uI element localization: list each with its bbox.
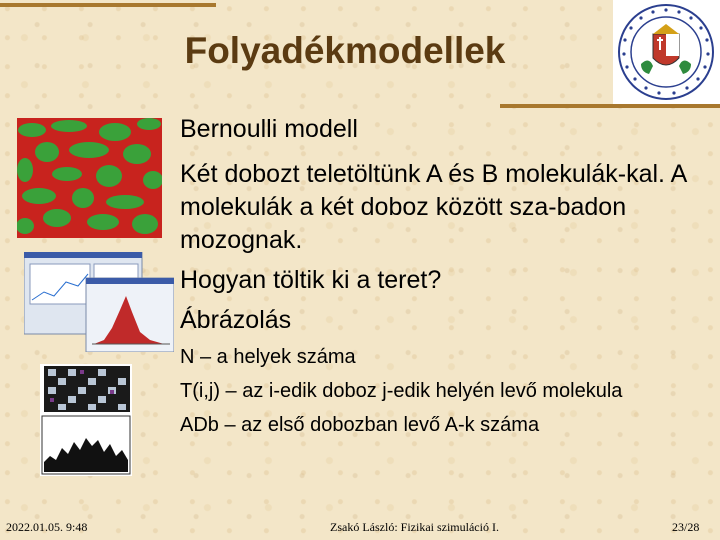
footer-author: Zsakó László: Fizikai szimuláció I. [330, 520, 499, 534]
sub-bullet-t: T(i,j) – az i-edik doboz j-edik helyén levő molekula [180, 380, 623, 402]
red-green-pattern-image [17, 118, 162, 238]
grid-and-histogram-image [40, 364, 132, 476]
simulation-window-screenshot [24, 252, 174, 352]
bullet-bernoulli-model: Bernoulli modell [180, 115, 358, 143]
university-seal-logo [613, 0, 720, 104]
slide-title: Folyadékmodellek [184, 30, 506, 71]
sub-bullet-adb: ADb – az első dobozban levő A-k száma [180, 414, 540, 436]
footer-date: 2022.01.05. 9:48 [6, 520, 88, 534]
bullet-description: Két dobozt teletöltünk A és B molekulák-kal. A molekulák a két doboz között sza-badon mozognak. [180, 160, 686, 254]
footer-page-number: 23/28 [672, 520, 700, 534]
bullet-representation: Ábrázolás [180, 306, 292, 334]
right-rule [500, 104, 720, 108]
bullet-question: Hogyan töltik ki a teret? [180, 266, 442, 294]
sub-bullet-n: N – a helyek száma [180, 346, 356, 368]
top-left-rule [0, 3, 216, 7]
